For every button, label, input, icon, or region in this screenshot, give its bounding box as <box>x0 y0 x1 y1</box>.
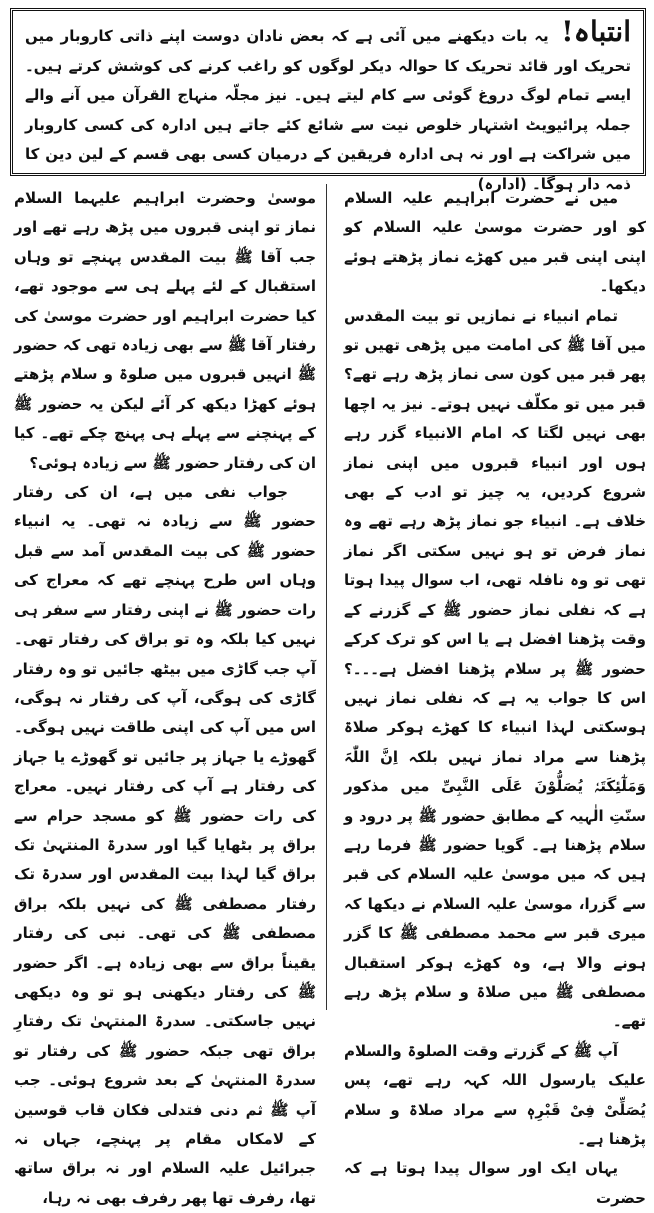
article-paragraph: میں نے حضرت ابراہیم علیہ السلام کو اور حضرت موسیٰ علیہ السلام کو اپنی اپنی قبر میں کھڑے نماز پڑھتے ہوئے دیکھا۔ <box>344 189 646 296</box>
notice-paragraph <box>25 17 631 199</box>
article-paragraph: تمام انبیاء نے نمازیں تو بیت المقدس میں آقا ﷺ کی امامت میں پڑھی تھیں تو پھر قبر میں کون سی نماز پڑھ رہے تھے؟ قبر میں تو مکلّف نہیں ہوتے۔ نیز یہ اچھا بھی نہیں لگتا کہ امام الانبیاء گزر رہے ہوں اور انبیاء قبروں میں اپنی نماز شروع کردیں، یہ چیز تو ادب کے بھی خلاف ہے۔ انبیاء جو نماز پڑھ رہے تھے وہ نماز فرض تو ہو نہیں سکتی اگر نماز تھی تو وہ نافلہ تھی، اب سوال پیدا ہوتا ہے کہ نفلی نماز حضور ﷺ کے گزرنے کے وقت پڑھنا افضل ہے یا اس کو ترک کرکے حضور ﷺ پر سلام پڑھنا افضل ہے۔۔۔؟ اس کا جواب یہ ہے کہ نفلی نماز نہیں ہوسکتی لہذا انبیاء کا کھڑے ہوکر صلاۃ پڑھنا سے مراد نماز نہیں بلکہ اِنَّ اللّٰہَ وَمَلٰٓئِکَتَہٗ یُصَلُّوْنَ عَلَی النَّبِیِّ میں مذکور سنّتِ الٰہیہ کے مطابق حضور ﷺ پر درود و سلام پڑھنا ہے۔ گویا حضور ﷺ فرما رہے ہیں کہ میں موسیٰ علیہ السلام کی قبر سے گزرا، موسیٰ علیہ السلام نے دیکھا کہ میری قبر سے محمد مصطفی ﷺ کا گزر ہونے والا ہے، وہ کھڑے ہوکر استقبال مصطفی ﷺ میں صلاۃ و سلام پڑھ رہے تھے۔ <box>344 306 646 1031</box>
notice-title: انتباہ! <box>561 15 631 48</box>
article-paragraph: جواب نفی میں ہے، ان کی رفتار حضور ﷺ سے زیادہ نہ تھی۔ یہ انبیاء حضور ﷺ کی بیت المقدس آمد سے قبل وہاں اس طرح پہنچے تھے کہ معراج کی رات حضور ﷺ نے اپنی رفتار سے سفر ہی نہیں کیا بلکہ وہ تو براق کی رفتار تھی۔ آپ جب گاڑی میں بیٹھ جائیں تو وہ رفتار گاڑی کی ہوگی، آپ کی رفتار نہ ہوگی، اس میں آپ کی اپنی طاقت نہیں ہوگی۔ گھوڑے یا جہاز پر جائیں تو گھوڑے یا جہاز کی رفتار ہے آپ کی رفتار نہیں۔ معراج کی رات حضور ﷺ کو مسجد حرام سے براق پر بٹھایا گیا اور سدرۃ المنتہیٰ تک براق گیا لہذا بیت المقدس اور سدرۃ تک رفتار مصطفی ﷺ کی نہیں بلکہ براق مصطفی ﷺ کی تھی۔ نبی کی رفتار یقیناً براق سے بھی زیادہ ہے۔ اگر حضور ﷺ کی رفتار دیکھنی ہو تو وہ دیکھی نہیں جاسکتی۔ سدرۃ المنتہیٰ تک رفتارِ براق تھی جبکہ حضور ﷺ کی رفتار تو سدرۃ المنتہیٰ کے بعد شروع ہوئی۔ جب آپ ﷺ ثم دنی فتدلی فکان قاب قوسین کے لامکاں مقام پر پہنچے، جہاں نہ جبرائیل علیہ السلام اور نہ براق ساتھ تھا، رفرف تھا پھر رفرف بھی نہ رہا، <box>14 483 316 1207</box>
article-paragraph: آپ ﷺ کے گزرتے وقت الصلوۃ والسلام علیک یارسول اللہ کہہ رہے تھے، پس یُصَلِّیْ فِیْ قَبْرِہٖ سے مراد صلاۃ و سلام پڑھنا ہے۔ <box>344 1041 646 1148</box>
notice-body: یہ بات دیکھنے میں آئی ہے کہ بعض نادان دوست اپنے ذاتی کاروبار میں تحریک اور قائد تحریک کا حوالہ دیکر لوگوں کو راغب کرنے کی کوشش کرتے ہیں۔ ایسے تمام لوگ دروغ گوئی سے کام لیتے ہیں۔ نیز مجلّہ منہاج القرآن میں آنے والے جملہ پرائیویٹ اشتہار خلوص نیت سے شائع کئے جاتے ہیں ادارہ کی کسی کاروبار میں شراکت ہے اور نہ ہی ادارہ فریقین کے درمیان کسی بھی قسم کے لین دین کا ذمہ دار ہوگا۔ (ادارہ) <box>25 27 631 193</box>
notice-box <box>10 8 646 193</box>
right-column <box>344 184 646 1207</box>
article-paragraph: موسیٰ وحضرت ابراہیم علیہما السلام نماز تو اپنی قبروں میں پڑھ رہے تھے اور جب آقا ﷺ بیت المقدس پہنچے تو وہاں استقبال کے لئے پہلے ہی سے موجود تھے، کیا حضرت ابراہیم اور حضرت موسیٰ کی رفتار آقا ﷺ سے بھی زیادہ تھی کہ حضور ﷺ انہیں قبروں میں صلوۃ و سلام پڑھتے ہوئے کھڑا دیکھ کر آئے لیکن یہ حضور ﷺ کے پہنچنے سے پہلے ہی پہنچ چکے تھے۔ کیا ان کی رفتار حضور ﷺ سے زیادہ ہوئی؟ <box>14 189 316 472</box>
column-divider <box>326 184 327 1010</box>
article-paragraph: یہاں ایک اور سوال پیدا ہوتا ہے کہ حضرت <box>344 1159 646 1207</box>
left-column <box>14 184 316 1207</box>
